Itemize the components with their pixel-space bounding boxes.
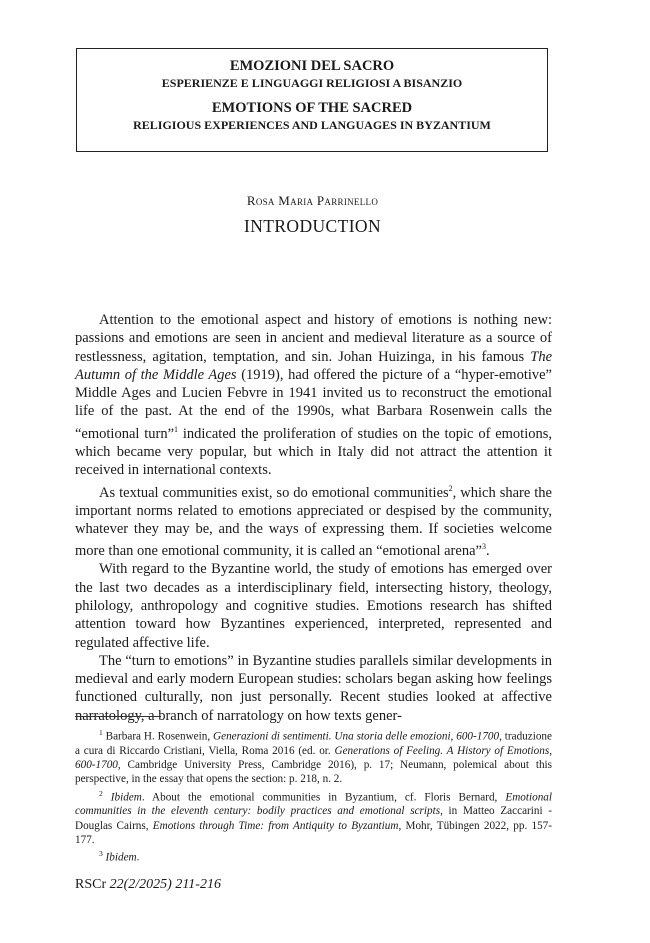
footnote-number: 3 <box>99 849 103 859</box>
english-subtitle: RELIGIOUS EXPERIENCES AND LANGUAGES IN BYZANTIUM <box>133 118 491 132</box>
footnote-number: 1 <box>99 728 103 737</box>
footnote-ref-1[interactable]: 1 <box>174 424 179 434</box>
italian-subtitle: ESPERIENZE E LINGUAGGI RELIGIOSI A BISANZIO <box>161 76 463 90</box>
fn2-title-c: Emotions through Time: from Antiquity to Byzantium <box>152 819 399 832</box>
p2-text-a: As textual communities exist, so do emotional communities <box>99 484 449 501</box>
footnotes <box>75 726 552 865</box>
paragraph-2 <box>75 480 552 561</box>
fn3-ibidem: Ibidem <box>105 851 137 864</box>
fn2-text-c: , Mohr, Tübingen 2022, pp. 157-177. <box>75 819 552 846</box>
footnote-ref-3[interactable]: 3 <box>481 542 486 552</box>
section-heading: INTRODUCTION <box>243 216 381 236</box>
fn1-text-b: , traduzione a cura di Riccardo Cristiani, Viella, Roma 2016 (ed. or. <box>75 730 552 757</box>
english-title: EMOTIONS OF THE SACRED <box>211 100 413 116</box>
p1-text-b: (1919), had offered the picture of a “hyper-emotive” Middle Ages and Lucien Febvre in 1941 invited us to reconstruct the emotional life of the past. At the end of the 1990s, what Barbara Rosenwein calls the “emotional turn” <box>75 366 552 442</box>
footnote-3 <box>75 847 552 865</box>
author-name: Rosa Maria Parrinello <box>246 193 379 208</box>
p1-text-a: Attention to the emotional aspect and history of emotions is nothing new: passions and emotions are seen in ancient and medieval literature as a source of restlessness, agitation, temptation, and sin. Johan Huizinga, in his famous <box>75 312 552 365</box>
fn1-text-a: Barbara H. Rosenwein, <box>102 730 214 743</box>
footnote-ref-2[interactable]: 2 <box>448 483 453 493</box>
fn2-ibidem: Ibidem <box>110 791 142 804</box>
footnote-number: 2 <box>99 788 103 798</box>
fn2-text-b: , in Matteo Zaccarini - Douglas Cairns, <box>75 805 552 832</box>
fn1-title-a: Generazioni di sentimenti. Una storia delle emozioni, 600-1700 <box>213 730 500 743</box>
fn2-text-a: . About the emotional communities in Byzantium, cf. Floris Bernard, <box>141 791 506 804</box>
footnote-2 <box>75 787 552 848</box>
journal-abbrev: RSCr <box>75 877 107 892</box>
p2-text-b: , which share the important norms related to emotions appreciated or despised by the community, whatever they may be, and the ways of expressing them. If societies welcome more than one emotional community, it is called an “emotional arena” <box>75 484 552 560</box>
footnote-divider <box>75 716 161 717</box>
fn2-title-b: Emotional communities in the eleventh century: bodily practices and emotional scripts <box>75 791 552 818</box>
paragraph-3: With regard to the Byzantine world, the study of emotions has emerged over the last two decades as a interdisciplinary field, intersecting history, theology, philology, anthropology and cognitive studies. Emotions research has shifted attention toward how Byzantines experienced, interpreted, represented and regulated affective life. <box>75 561 552 651</box>
footnote-1 <box>75 726 552 787</box>
p1-text-c: indicated the proliferation of studies on the topic of emotions, which became very popular, but which in Italy did not attract the attention it received in international contexts. <box>75 425 553 479</box>
p2-text-c: . <box>485 543 490 560</box>
italian-title: EMOZIONI DEL SACRO <box>229 58 395 74</box>
paragraph-4: The “turn to emotions” in Byzantine studies parallels similar developments in medieval and early modern European studies: scholars began asking how feelings functioned culturally, non just personally. Recent studies looked at affective narratology, a branch of narratology on how texts gener- <box>75 652 552 724</box>
title-box <box>76 48 548 152</box>
body-text <box>75 311 552 725</box>
fn3-text-a: . <box>136 851 140 864</box>
p1-book-title: The Autumn of the Middle Ages <box>75 348 552 383</box>
issue-pages: 22(2/2025) 211-216 <box>109 877 221 892</box>
fn1-text-c: , Cambridge University Press, Cambridge 2016), p. 17; Neumann, polemical about this perspective, in the essay that opens the section: p. 218, n. 2. <box>75 759 552 786</box>
paragraph-1 <box>75 311 552 480</box>
journal-footer <box>75 877 221 893</box>
fn1-title-b: Generations of Feeling. A History of Emotions, 600-1700 <box>75 744 552 772</box>
